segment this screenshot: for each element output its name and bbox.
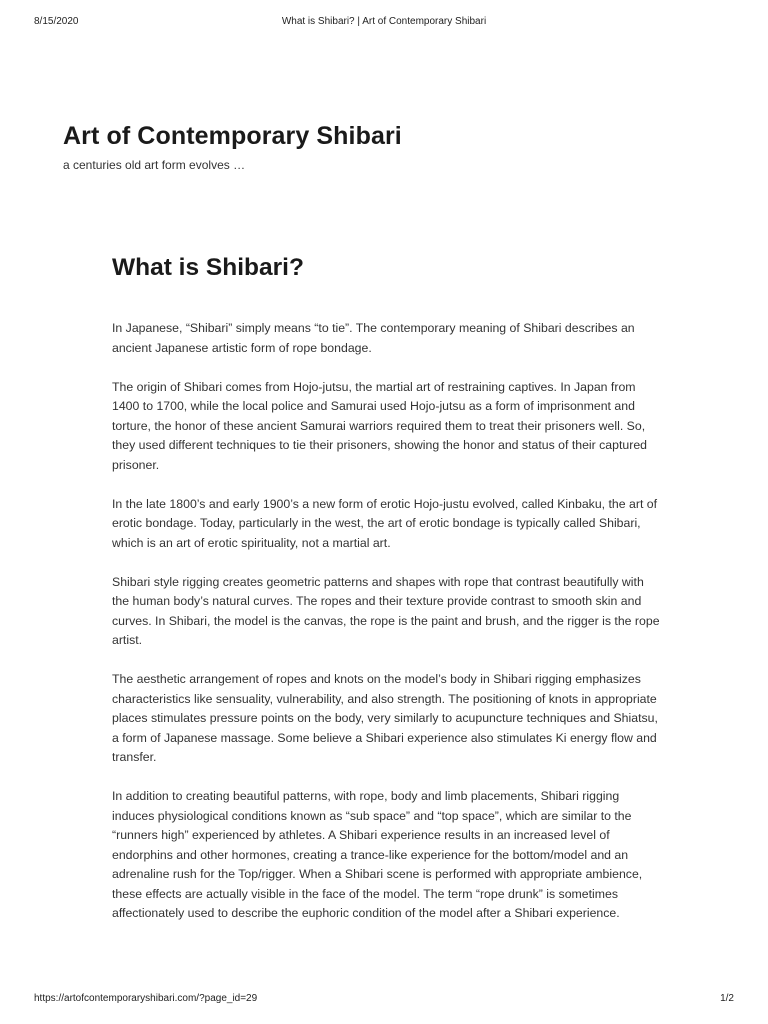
page-indicator: 1/2 <box>720 993 734 1004</box>
print-header <box>34 16 734 30</box>
site-tagline: a centuries old art form evolves … <box>63 158 246 172</box>
print-page-title: What is Shibari? | Art of Contemporary Shibari <box>281 16 487 27</box>
article-paragraph: The origin of Shibari comes from Hojo-jutsu, the martial art of restraining captives. In Japan from 1400 to 1700, while the local police and Samurai used Hojo-jutsu as a form of imprisonment and torture, the honor of these ancient Samurai warriors required them to treat their prisoners well. So, they used different techniques to tie their prisoners, showing the honor and status of their captured prisoner. <box>112 379 648 472</box>
article-title: What is Shibari? <box>112 254 304 281</box>
article-body <box>112 319 660 944</box>
article-paragraph: The aesthetic arrangement of ropes and knots on the model’s body in Shibari rigging emphasizes characteristics like sensuality, vulnerability, and also strength. The positioning of knots in appropriate places stimulates pressure points on the body, very similarly to acupuncture techniques and Shiatsu, a form of Japanese massage. Some believe a Shibari experience also stimulates Ki energy flow and transfer. <box>112 672 658 765</box>
print-url[interactable]: https://artofcontemporaryshibari.com/?page_id=29 <box>34 993 258 1004</box>
article-paragraph: Shibari style rigging creates geometric patterns and shapes with rope that contrast beautifully with the human body’s natural curves. The ropes and their texture provide contrast to smooth skin and curves. In Shibari, the model is the canvas, the rope is the paint and brush, and the rigger is the rope artist. <box>112 574 660 648</box>
print-footer <box>34 993 734 1007</box>
article-paragraph: In addition to creating beautiful patterns, with rope, body and limb placements, Shibari rigging induces physiological conditions known as “sub space” and “top space”, which are similar to the “runners high” experienced by athletes. A Shibari experience results in an increased level of endorphins and other hormones, creating a trance-like experience for the bottom/model and an adrenaline rush for the Top/rigger. When a Shibari scene is performed with appropriate ambience, these effects are actually visible in the face of the model. The term “rope drunk” is sometimes affectionately used to describe the euphoric condition of the model after a Shibari experience. <box>112 789 643 921</box>
site-title[interactable]: Art of Contemporary Shibari <box>63 122 402 150</box>
article-paragraph: In the late 1800’s and early 1900’s a new form of erotic Hojo-justu evolved, called Kinbaku, the art of erotic bondage. Today, particularly in the west, the art of erotic bondage is typically called Shibari, which is an art of erotic spirituality, not a martial art. <box>112 496 658 550</box>
print-date: 8/15/2020 <box>34 16 79 27</box>
article-paragraph: In Japanese, “Shibari” simply means “to tie”. The contemporary meaning of Shibari describes an ancient Japanese artistic form of rope bondage. <box>112 321 635 355</box>
